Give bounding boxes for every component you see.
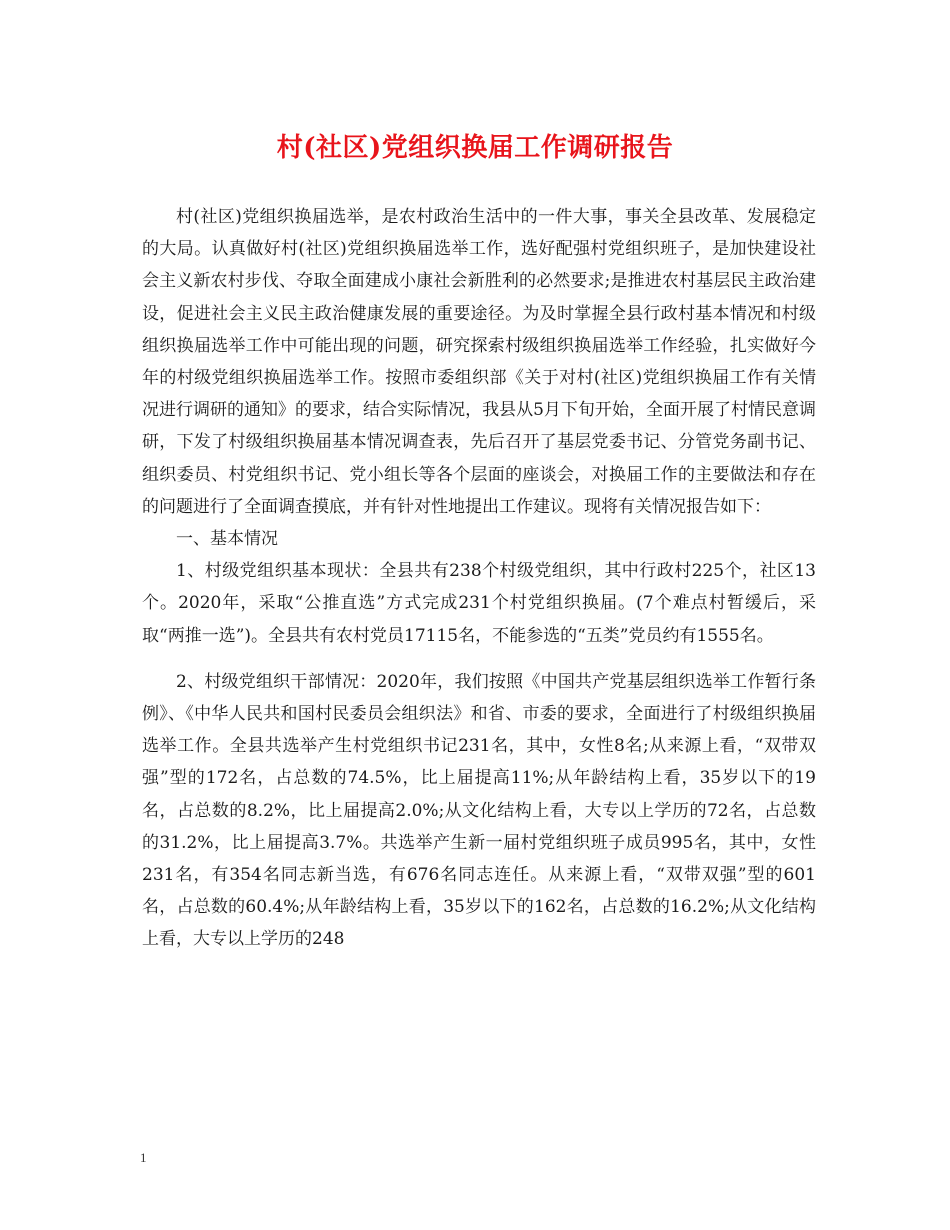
paragraph-party-org-status: 1、村级党组织基本现状：全县共有238个村级党组织，其中行政村225个，社区13个。2020年，采取“公推直选”方式完成231个村党组织换届。(7个难点村暂缓后，采取“两推一选”)。全县共有农村党员17115名，不能参选的“五类”党员约有1555名。 bbox=[142, 561, 816, 646]
document-body bbox=[142, 201, 816, 956]
intro-paragraph: 村(社区)党组织换届选举，是农村政治生活中的一件大事，事关全县改革、发展稳定的大局。认真做好村(社区)党组织换届选举工作，选好配强村党组织班子，是加快建设社会主义新农村步伐、夺取全面建成小康社会新胜利的必然要求;是推进农村基层民主政治建设，促进社会主义民主政治健康发展的重要途径。为及时掌握全县行政村基本情况和村级组织换届选举工作中可能出现的问题，研究探索村级组织换届选举工作经验，扎实做好今年的村级党组织换届选举工作。按照市委组织部《关于对村(社区)党组织换届工作有关情况进行调研的通知》的要求，结合实际情况，我县从5月下旬开始，全面开展了村情民意调研，下发了村级组织换届基本情况调查表，先后召开了基层党委书记、分管党务副书记、组织委员、村党组织书记、党小组长等各个层面的座谈会，对换届工作的主要做法和存在的问题进行了全面调查摸底，并有针对性地提出工作建议。现将有关情况报告如下： bbox=[142, 207, 816, 517]
page-number: 1 bbox=[140, 1150, 147, 1165]
document-title: 村(社区)党组织换届工作调研报告 bbox=[276, 133, 674, 163]
section-heading-basic-situation: 一、基本情况 bbox=[176, 529, 278, 550]
paragraph-party-cadre-status: 2、村级党组织干部情况：2020年，我们按照《中国共产党基层组织选举工作暂行条例》、《中华人民共和国村民委员会组织法》和省、市委的要求，全面进行了村级组织换届选举工作。全县共选举产生村党组织书记231名，其中，女性8名;从来源上看，“双带双强”型的172名，占总数的74.5%，比上届提高11%;从年龄结构上看，35岁以下的19名，占总数的8.2%，比上届提高2.0%;从文化结构上看，大专以上学历的72名，占总数的31.2%，比上届提高3.7%。共选举产生新一届村党组织班子成员995名，其中，女性231名，有354名同志新当选，有676名同志连任。从来源上看，“双带双强”型的601名，占总数的60.4%;从年龄结构上看，35岁以下的162名，占总数的16.2%;从文化结构上看，大专以上学历的248 bbox=[142, 671, 816, 950]
